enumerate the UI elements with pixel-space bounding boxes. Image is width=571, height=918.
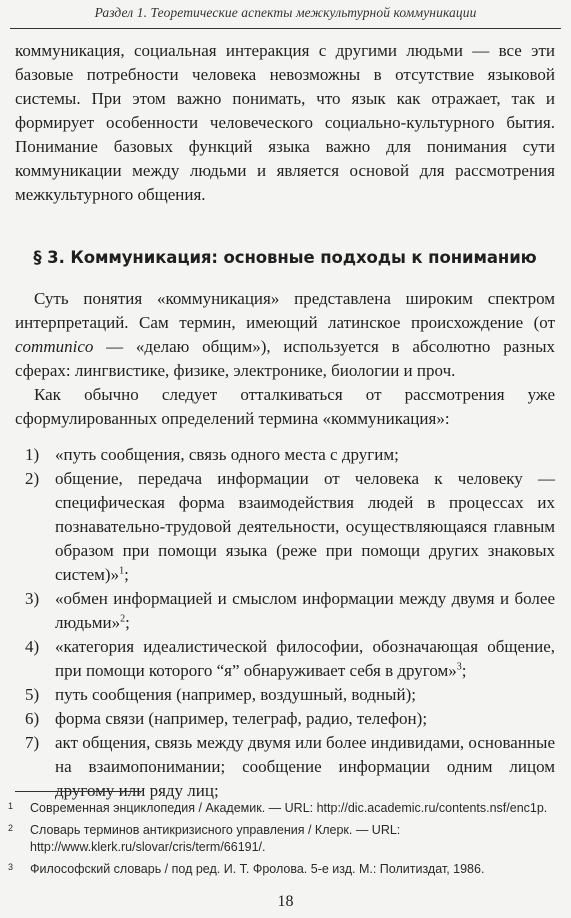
running-head: [10, 0, 561, 29]
list-item-number: 1): [25, 445, 40, 464]
list-item-number: 7): [25, 733, 40, 752]
list-item-text: путь сообщения (например, воздушный, водный);: [55, 685, 416, 704]
list-item-text: «обмен информацией и смыслом информации между двумя и более людьми»: [55, 589, 555, 632]
running-head-title: Раздел 1. Теоретические аспекты межкультурной коммуникации: [94, 5, 477, 20]
paragraph-text-after: — «делаю общим»), используется в абсолютно разных сферах: лингвистике, физике, электронике, биологии и проч.: [15, 337, 555, 380]
footnote-divider: [15, 791, 141, 792]
list-item-punct: ;: [124, 565, 129, 584]
list-item: [15, 707, 555, 731]
footnotes: [8, 800, 557, 882]
body-text: [15, 39, 555, 803]
footnote: [8, 800, 557, 818]
list-item-number: 4): [25, 637, 40, 656]
footnote: [8, 822, 557, 857]
footnote: [8, 861, 557, 879]
list-item-text: «путь сообщения, связь одного места с другим;: [55, 445, 399, 464]
footnote-text: Словарь терминов антикризисного управления / Клерк. — URL: http://www.klerk.ru/slovar/cris/term/66191/.: [30, 822, 401, 854]
list-item-number: 5): [25, 685, 40, 704]
list-item-number: 3): [25, 589, 40, 608]
list-item-punct: ;: [125, 613, 130, 632]
footnote-ref: 2: [120, 613, 126, 625]
footnote-number: 1: [8, 801, 14, 811]
paragraph-communication-definition: [15, 287, 555, 383]
footnote-number: 3: [8, 861, 14, 872]
list-item-text: общение, передача информации от человека к человеку — специфическая форма взаимодействия людей в процессах их познавательно-трудовой деятельности, осуществляющаяся главным образом при помощи языка (реже при помощи других знаковых систем)»: [55, 469, 555, 584]
list-item-punct: ;: [461, 661, 467, 680]
footnote-text: Философский словарь / под ред. И. Т. Фролова. 5-е изд. М.: Политиздат, 1986.: [30, 861, 485, 876]
list-item: [15, 635, 555, 683]
list-item-number: 6): [25, 709, 40, 728]
list-item-text: акт общения, связь между двумя или более индивидами, основанные на взаимопонимании; сообщение информации одним лицом другому или ряду лиц;: [55, 733, 555, 800]
list-item-text: форма связи (например, телеграф, радио, телефон);: [55, 709, 428, 728]
list-item: [15, 731, 555, 803]
list-item: [15, 443, 555, 467]
list-item: [15, 467, 555, 587]
list-item-text: «категория идеалистической философии, обозначающая общение, при помощи которого “я” обнаруживает себя в другом»: [55, 637, 555, 680]
definitions-list: [15, 443, 555, 803]
latin-term: communico: [15, 337, 94, 356]
paragraph-definitions-intro: Как обычно следует отталкиваться от рассмотрения уже сформулированных определений термина «коммуникация»:: [15, 385, 555, 428]
section-heading: § 3. Коммуникация: основные подходы к пониманию: [33, 248, 537, 267]
list-item: [15, 587, 555, 635]
list-item-number: 2): [25, 469, 40, 488]
footnote-ref: 1: [119, 565, 125, 577]
footnote-ref: 3: [456, 661, 462, 673]
page-number: 18: [277, 893, 294, 910]
footnote-text: Современная энциклопедия / Академик. — URL: http://dic.academic.ru/contents.nsf/enc1p.: [30, 801, 548, 815]
list-item: [15, 683, 555, 707]
footnote-number: 2: [8, 822, 14, 833]
paragraph-text-before: Суть понятия «коммуникация» представлена широким спектром интерпретаций. Сам термин, имеющий латинское происхождение (от: [15, 289, 555, 332]
paragraph-continuation: коммуникация, социальная интеракция с другими людьми — все эти базовые потребности человека невозможны в отсутствие языковой системы. При этом важно понимать, что язык как отражает, так и формирует особенности человеческого социально-культурного бытия. Понимание базовых функций языка важно для понимания сути коммуникации между людьми и является основой для рассмотрения межкультурного общения.: [15, 41, 555, 204]
